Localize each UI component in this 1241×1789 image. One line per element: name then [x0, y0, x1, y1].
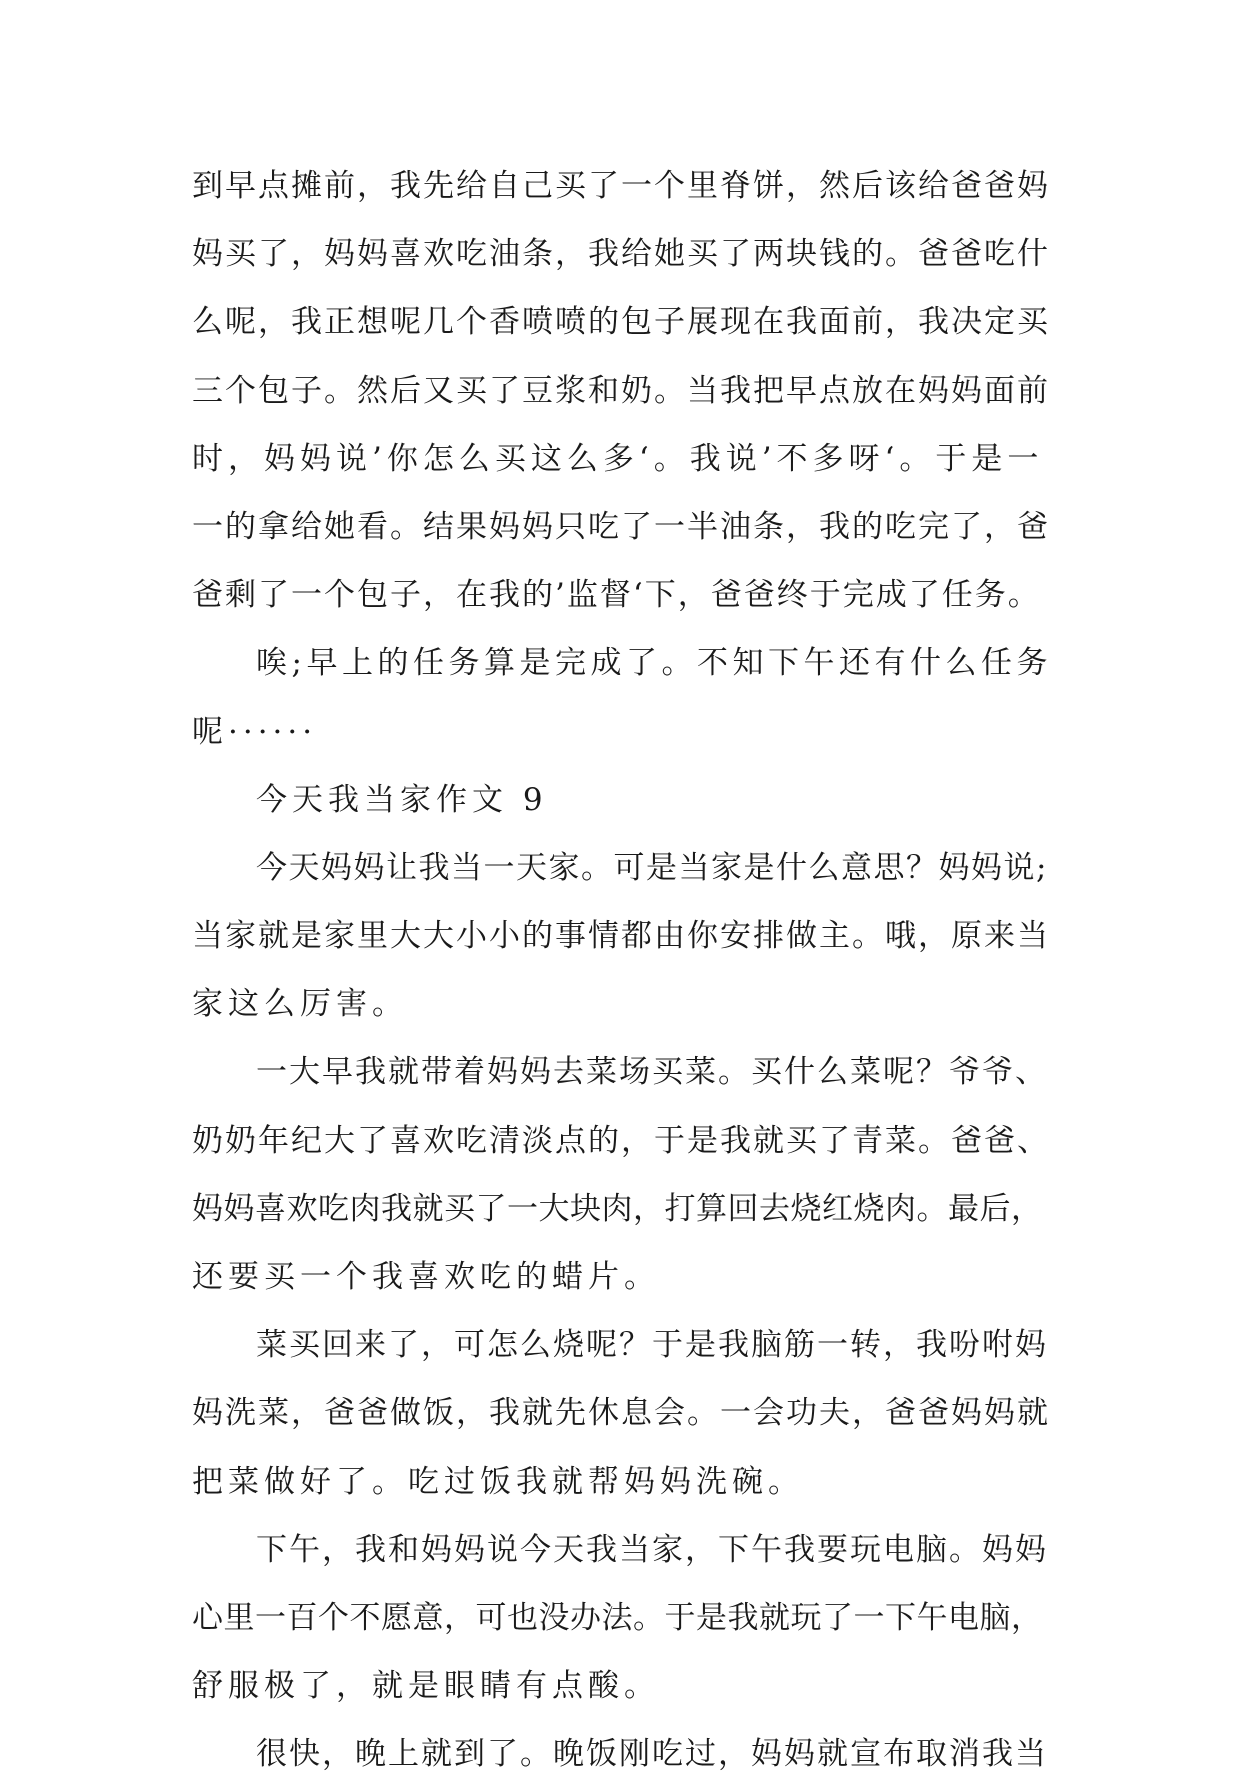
text-line: 一大早我就带着妈妈去菜场买菜。买什么菜呢？爷爷、	[256, 1054, 1048, 1091]
text-line: 唉;早上的任务算是完成了。不知下午还有什么任务	[256, 645, 1052, 682]
text-line: 妈买了，妈妈喜欢吃油条，我给她买了两块钱的。爸爸吃什	[192, 236, 1050, 273]
text-line: 下午，我和妈妈说今天我当家，下午我要玩电脑。妈妈	[256, 1531, 1048, 1568]
text-line: 到早点摊前，我先给自己买了一个里脊饼，然后该给爸爸妈	[192, 168, 1050, 204]
text-line: 家这么厉害。	[192, 986, 408, 1023]
text-line: 把菜做好了。吃过饭我就帮妈妈洗碗。	[192, 1463, 804, 1500]
text-line: 么呢，我正想呢几个香喷喷的包子展现在我面前，我决定买	[192, 304, 1050, 341]
text-line: 妈妈喜欢吃肉我就买了一大块肉，打算回去烧红烧肉。最后，	[192, 1190, 1043, 1227]
text-line: 今天我当家作文 9	[256, 781, 548, 818]
text-line: 很快，晚上就到了。晚饭刚吃过，妈妈就宣布取消我当	[256, 1736, 1048, 1773]
text-line: 三个包子。然后又买了豆浆和奶。当我把早点放在妈妈面前	[192, 372, 1050, 409]
text-line: 今天妈妈让我当一天家。可是当家是什么意思？妈妈说;	[256, 849, 1048, 886]
text-line: 妈洗菜，爸爸做饭，我就先休息会。一会功夫，爸爸妈妈就	[192, 1395, 1050, 1432]
text-line: 舒服极了，就是眼睛有点酸。	[192, 1668, 660, 1705]
text-line: 爸剩了一个包子，在我的’监督‘下，爸爸终于完成了任务。	[192, 577, 1041, 614]
text-line: 呢······	[192, 713, 318, 750]
text-line: 当家就是家里大大小小的事情都由你安排做主。哦，原来当	[192, 918, 1050, 955]
document-body	[192, 152, 1052, 1789]
text-line: 心里一百个不愿意，可也没办法。于是我就玩了一下午电脑，	[192, 1599, 1043, 1636]
text-line: 时，妈妈说’你怎么买这么多‘。我说’不多呀‘。于是一	[192, 440, 1044, 477]
text-line: 奶奶年纪大了喜欢吃清淡点的，于是我就买了青菜。爸爸、	[192, 1122, 1050, 1159]
text-line: 菜买回来了，可怎么烧呢？于是我脑筋一转，我吩咐妈	[256, 1327, 1048, 1364]
text-line: 还要买一个我喜欢吃的蜡片。	[192, 1259, 660, 1295]
text-line: 一的拿给她看。结果妈妈只吃了一半油条，我的吃完了，爸	[192, 508, 1050, 545]
